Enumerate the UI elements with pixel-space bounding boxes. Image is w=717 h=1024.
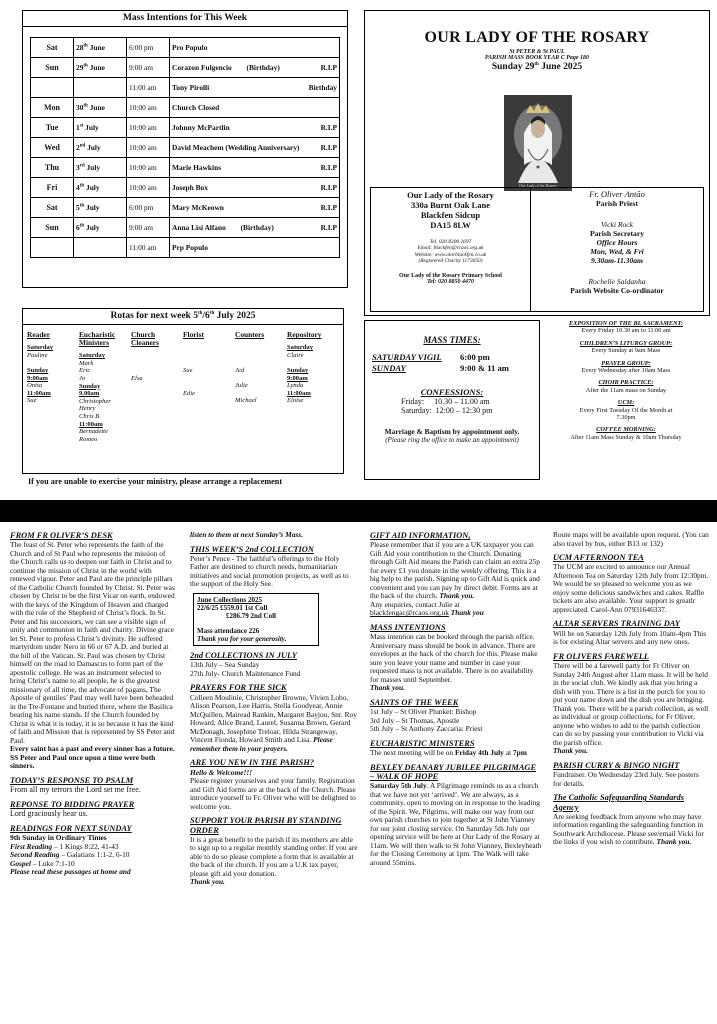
rota-column — [27, 331, 79, 443]
rota-column — [79, 331, 131, 443]
rota-column-head: Eucharistic Ministers — [79, 330, 116, 348]
gift-aid-text: Please remember that if you are a UK taxpayer you can Gift Aid your contribution to the Church. Donating through Gift Aid means the Parish can claim an extra 25p for every £1 you donate in the weekly offering. This is a big help to the parish. Signing up to Gift Aid is quick and convenient and you can pay by direct debit. Forms are at the back of the church. Thank you. — [370, 540, 540, 601]
sunday-time: 9:00 & 11 am — [460, 363, 509, 373]
rota-entry: Christopher — [79, 397, 111, 405]
event-title: CHOIR PRACTICE: — [598, 379, 654, 387]
intention-name: Tony Pirolli Birthday — [170, 78, 340, 98]
ucm-tea-title: UCM AFTERNOON TEA — [553, 553, 644, 562]
rota-entry — [27, 359, 79, 367]
our-lady-image — [504, 95, 572, 191]
priest-role: Parish Priest — [596, 199, 638, 208]
feast-subtitle: St PETER & St PAUL — [509, 49, 565, 55]
rota-entry: Onita — [27, 382, 43, 390]
school-telephone: Tel: 020 8850 4470 — [427, 279, 474, 286]
confessions-friday: Friday: 10.30 – 11.00 am — [401, 397, 490, 406]
column-1 — [10, 531, 176, 877]
intention-name: Joseph Box R.I.P — [170, 178, 340, 198]
collections-title: June Collections 2025 — [197, 595, 262, 604]
standing-order-title: SUPPORT YOUR PARISH BY STANDING ORDER — [190, 816, 342, 835]
event-detail: After the 11am mass on Sunday — [585, 386, 667, 394]
intention-row — [31, 118, 340, 138]
rota-entry — [235, 352, 287, 360]
rota-entry: Sunday — [27, 366, 49, 374]
address-line: Our Lady of the Rosary — [407, 190, 494, 200]
collections-second: £286.79 2nd Coll — [226, 611, 276, 620]
rota-entry: 9.00am — [79, 390, 100, 398]
intention-time: 10:00 am — [127, 138, 170, 158]
intention-date: 30th June — [74, 98, 127, 118]
intention-date: 2nd July — [74, 138, 127, 158]
intention-time: 10:00 am — [127, 158, 170, 178]
rota-entry: Sue — [27, 397, 37, 405]
rota-column-head: Florist — [183, 330, 204, 340]
altar-servers-text: Will be on Saturday 12th July from 10am-4pm This is for existing Altar servers and any new ones. — [553, 628, 707, 647]
priest-name: Fr. Oliver Antão — [589, 189, 645, 199]
collections-thanks: Thank you for your generosity. — [197, 634, 287, 643]
saturday-vigil-label: SATURDAY VIGIL — [372, 352, 442, 362]
intention-row — [31, 218, 340, 238]
readings-first: First Reading – 1 Kings 8:22, 41-43 — [10, 841, 119, 851]
saturday-vigil-time: 6:00 pm — [460, 352, 490, 362]
intention-row — [31, 58, 340, 78]
rota-entry — [235, 359, 287, 367]
intention-time: 9:00 am — [127, 218, 170, 238]
rota-entry — [183, 375, 235, 383]
event-title: PRAYER GROUP: — [601, 359, 651, 367]
rota-entry: Claire — [287, 351, 304, 359]
event-detail: 7.30pm — [616, 414, 636, 422]
second-collection-text: Peter’s Pence - The faithful’s offerings to the Holy Father are destined to church needs, humanitarian initiatives and social promotion projects, as well as to the support of the Holy See. — [190, 553, 349, 589]
intention-name: Pro Populo — [170, 38, 340, 58]
event-title: EXPOSITION OF THE BL SACRAMENT: — [569, 320, 683, 327]
rota-entry — [131, 367, 183, 375]
mass-times-title: MASS TIMES: — [423, 335, 481, 345]
address-line: Blackfen Sidcup — [420, 210, 481, 220]
fr-oliver-desk-bold: Every saint has a past and every sinner has a future. SS Peter and Paul once upon a time were both sinners. — [10, 744, 175, 771]
parish-telephone: Tel. 020 8300 2697 — [429, 239, 472, 245]
rota-note: If you are unable to exercise your ministry, please arrange a replacement — [28, 477, 283, 486]
intention-day — [31, 238, 74, 258]
intention-day: Tue — [31, 118, 74, 138]
mass-times-box — [364, 320, 540, 480]
intention-day: Sat — [31, 198, 74, 218]
rota-entry — [235, 390, 287, 398]
rota-columns — [23, 325, 343, 443]
secretary-name: Vicki Rock — [600, 220, 634, 229]
parish-header — [364, 10, 710, 316]
psalm-text: From all my terrors the Lord set me free. — [10, 785, 141, 795]
eucharistic-ministers-title: EUCHARISTIC MINISTERS — [370, 738, 475, 748]
rota-column-head: Counters — [235, 330, 265, 340]
rota-column — [235, 331, 287, 443]
rota-entry: Eric — [79, 367, 91, 375]
bidding-title: REPONSE TO BIDDING PRAYER — [10, 799, 135, 809]
rota-entry: Sue — [183, 366, 193, 374]
event-detail: After 11am Mass Sunday & 10am Thursday — [570, 433, 682, 441]
parish-info — [370, 187, 704, 312]
rota-entry: Sunday — [287, 366, 309, 374]
intention-time: 6:00 pm — [127, 198, 170, 218]
rota-entry: Pauline — [27, 351, 48, 359]
rota-entry — [183, 382, 235, 390]
mass-intentions-title: Mass Intentions for This Week — [23, 11, 347, 27]
event-detail: Every Friday 10.30 am to 11.00 am — [581, 327, 671, 335]
parish-address-block — [371, 188, 531, 311]
june-collections-box — [193, 593, 319, 646]
pilgrimage-text: Saturday 5th July. A Pilgrimage reminds us as a church that we have not yet ‘arrived’. We are always, as a community, open to moving on in response to the leading of the Spirit. We, Pilgrims, will make our way from our own parish churches to join together at St John Vianney for our joint closing service. On Saturday 5th July our opening service will be here at Our Lady of the Rosary at 11am. We will then walk to St John Vianney, Bexleyheath for the Closing Ceremony at 1pm. The Walk will take around 55mins. — [370, 781, 542, 867]
intention-row — [31, 78, 340, 98]
mass-book: PARISH MASS BOOK YEAR C Page 180 — [484, 55, 590, 61]
sick-prayers-title: PRAYERS FOR THE SICK — [190, 683, 287, 693]
safeguarding-title: The Catholic Safeguarding Standards Agency — [553, 793, 685, 812]
rota-entry: Romeo — [79, 435, 98, 443]
intention-date — [74, 238, 127, 258]
intention-row — [31, 38, 340, 58]
intention-row — [31, 158, 340, 178]
address-line: DA15 8LW — [430, 220, 471, 230]
eucharistic-ministers-text: The next meeting will be on Friday 4th July at 7pm — [370, 748, 527, 758]
intention-time: 10:00 am — [127, 98, 170, 118]
our-lady-illustration — [504, 95, 572, 191]
readings-gospel: Gospel – Luke 7:1-10 — [10, 858, 75, 868]
intention-time: 9:00 am — [127, 58, 170, 78]
new-parish-text: Please register yourselves and your family. Registration and Gift Aid forms are at the back of the Church. Please introduce yourself to Fr. Oliver who will be delighted to welcome you. — [190, 776, 356, 811]
pilgrimage-title: BEXLEY DEANARY JUBILEE PILGRIMAGE – WALK OF HOPE — [370, 762, 537, 782]
intention-name: Prp Populo — [170, 238, 340, 258]
collections-first: 22/6/25 £559.01 1st Coll — [197, 603, 268, 612]
rota-entry — [183, 344, 235, 352]
event-title: COFFEE MORNING: — [596, 426, 656, 434]
mass-intentions-box — [22, 10, 348, 288]
rota-box — [22, 308, 344, 474]
intention-date: 3rd July — [74, 158, 127, 178]
intention-name: Mary McKeown R.I.P — [170, 198, 340, 218]
route-maps: Route maps will be available upon request. (You can also travel by bus, either B13 or 132) — [553, 530, 709, 548]
rota-column-head: Reader — [27, 330, 50, 340]
new-parish-hello: Hello & Welcome!!! — [190, 767, 253, 777]
rota-entry: Saturday — [79, 352, 106, 360]
sunday-label: SUNDAY — [372, 363, 406, 373]
rota-entry: Jed — [235, 366, 245, 374]
intention-day: Sun — [31, 218, 74, 238]
intention-day: Wed — [31, 138, 74, 158]
address-line: 330a Burnt Oak Lane — [410, 200, 491, 210]
mass-intentions-table — [30, 37, 340, 258]
rota-entry: Mark — [79, 359, 94, 367]
rota-column-head: Church Cleaners — [131, 330, 159, 348]
sunday-row — [372, 363, 539, 373]
rota-entry: 11:00am — [287, 389, 311, 397]
event-detail: Every First Tuesday Of the Month at — [579, 406, 673, 414]
july-collections-title: 2nd COLLECTIONS IN JULY — [190, 650, 297, 660]
july-collection-2: 27th July- Church Maintenance Fund — [190, 668, 301, 678]
intention-row — [31, 138, 340, 158]
intention-date: 1st July — [74, 118, 127, 138]
intention-date — [74, 78, 127, 98]
rota-entry: 11:00am — [79, 420, 103, 428]
rota-entry: Jo — [79, 374, 86, 382]
readings-title: READINGS FOR NEXT SUNDAY — [10, 823, 132, 833]
gift-aid-enquiries: Any enquiries, contact Julie at — [370, 599, 460, 609]
sick-prayers-text: Colleen Moulinie, Christopher Browne, Vivien Lobo, Alison Pearson, Lee Harris, Stella Goodyear, Annie McQuillen, Mairead Rankin, Margaret Bayjou, Snr. Roy Howard, Alice Brand, Laurel, Susanna Brown, Gerard McDonagh, Josephine Treloar, Hilda Strangeway, Vincent Fionda, Howard Smith and Lisa. Please remember them in your prayers. — [190, 692, 357, 753]
marriage-baptism-note: (Please ring the office to make an appointment) — [385, 436, 519, 444]
farewell-thanks: Thank you. — [553, 746, 588, 756]
farewell-title: FR OLIVERS FAREWELL — [553, 651, 650, 661]
event-detail: Every Sunday at 9am Mass — [591, 347, 661, 355]
parish-events — [542, 320, 710, 441]
event-title: CHILDREN’S LITURGY GROUP: — [579, 339, 673, 347]
rota-entry — [131, 352, 183, 360]
rota-entry: Henry — [79, 405, 96, 413]
rota-entry — [183, 352, 235, 360]
rota-entry: Edie — [183, 389, 196, 397]
intention-date: 6th July — [74, 218, 127, 238]
charity-number: (Registered Charity 1173050) — [418, 258, 483, 265]
intention-day: Sat — [31, 38, 74, 58]
intention-date: 4th July — [74, 178, 127, 198]
rota-entry: Saturday — [27, 344, 54, 352]
rota-column — [131, 331, 183, 443]
intention-name: Johnny McPartlin R.I.P — [170, 118, 340, 138]
gift-aid-email[interactable]: blackfengac@rcaos.org.uk — [370, 608, 449, 618]
farewell-text: There will be a farewell party for Fr Oliver on Sunday 24th August after 11am mass. It will be held in the social club. We kindly ask that you bring a dish with you. There is a list in the porch for you to put your name down and the dish you are bringing. Thank you. There will be a parish collection, as well as individual or group collections, for Fr Oliver, anyone who wishes to add to the parish collection can do so by passing your contribution to Vicki via the parish office. — [553, 661, 709, 747]
marriage-baptism: Marriage & Baptism by appointment only. — [384, 427, 520, 436]
intention-time: 10:00 am — [127, 118, 170, 138]
mass-intentions-thanks: Thank you. — [370, 683, 405, 693]
gift-aid-title: GIFT AID INFORMATION, — [370, 531, 471, 540]
event-title: UCM: — [617, 399, 635, 407]
fr-oliver-desk-title: FROM FR OLIVER’S DESK — [10, 531, 113, 540]
intention-date: 5th July — [74, 198, 127, 218]
intention-day: Mon — [31, 98, 74, 118]
intention-day — [31, 78, 74, 98]
rota-entry: 9:00am — [27, 374, 48, 382]
mass-intentions-info-text: Mass intention can be booked through the parish office. Anniversary mass should be book in advance. There are envelopes at the back of the church for this. Please make sure you leave your name and number in case your requested mass is not available. There is no availability for masses until September. — [370, 632, 538, 684]
rota-entry: Chris B — [79, 412, 100, 420]
bulletin-date: Sunday 29th June 2025 — [491, 62, 583, 73]
curry-bingo-text: Fundraiser. On Wednesday 23rd July. See posters for details. — [553, 770, 699, 788]
fr-oliver-desk-text: The feast of St. Peter who represents the faith of the Church and of St Paul who represents the mission of the Church calls us to deepen our faith in Christ and to continue the mission of Christ in the world with renewed vigour. Peter and Paul are the principle pillars of the Catholic Church founded by Christ. St. Peter was chosen by Christ to be the first Vicar on earth, endowed with the keys of the Kingdom of Heaven and charged with the role of the Shepherd of Christ’s flock. In St. Peter and his successors, we can see a visible sign of unity and communion in faith and charity. Divine grace let St. Peter to profess Christ’s divinity. He suffered martyrdom under Nero in 66 or 67 A.D. and buried at the hill of the Vatican. St. Paul was chosen by Christ himself on the road to Damascus to form part of the apostolic college. He was an instrument selected to bring Christ’s name to all people, he is the greatest missionary of all time, the advocate of pagans, The Apostle of gentiles’ Paul may well have been beheaded in the Tre-Fontane and buried there, where the Basilica bearing his name stands. If the Church founded by Christ is what it is today, it is so because it has the kind of faith and Mission that is represented by SS Peter and Paul. — [10, 540, 175, 745]
rota-entry — [183, 359, 235, 367]
altar-servers-title: ALTAR SERVERS TRAINING DAY — [553, 619, 680, 629]
intention-row — [31, 238, 340, 258]
standing-order-text: It is a great benefit to the parish if its members are able to sign up to a regular monthly standing order. If you are able to do so please complete a form that is available at the back of the church. If you are a U.K tax payer, please gift aid your donation. — [190, 834, 358, 878]
rota-entry: Bernadette — [79, 428, 108, 436]
second-collection-title: THIS WEEK’S 2nd COLLECTION — [190, 544, 314, 554]
parish-website[interactable]: Website: www.olorblackfen.co.uk — [414, 251, 487, 258]
rota-entry — [235, 375, 287, 383]
mass-intentions-info-title: MASS INTENTIONS — [370, 622, 446, 632]
rota-entry — [287, 359, 339, 367]
intention-date: 29th June — [74, 58, 127, 78]
school-name: Our Lady of the Rosary Primary School — [399, 272, 502, 279]
rota-entry — [235, 344, 287, 352]
saints-title: SAINTS OF THE WEEK — [370, 697, 459, 707]
parish-staff-block — [531, 188, 703, 311]
saint-item: 1st July – St Oliver Plunket: Bishop — [370, 707, 477, 717]
rota-column-head: Repository — [287, 330, 322, 340]
rota-column — [183, 331, 235, 443]
column-4 — [553, 531, 709, 847]
readings-sunday: 9th Sunday in Ordinary Times — [10, 833, 107, 843]
rota-entry: Michael — [235, 397, 257, 405]
confessions-saturday: Saturday: 12:00 – 12:30 pm — [401, 406, 493, 415]
image-caption: Our Lady of the Rosary — [519, 183, 557, 188]
intention-name: Marie Hawkins R.I.P — [170, 158, 340, 178]
rota-title: Rotas for next week 5th/6th July 2025 — [23, 309, 343, 325]
rota-column — [287, 331, 339, 443]
rota-entry: Julie — [235, 382, 248, 390]
safeguarding-text: Are seeking feedback from anyone who may have information regarding the safeguarding function in Southwark Archdiocese. Please see/email Vicki for the links if you wish to contribute. Thank you. — [553, 811, 704, 847]
standing-order-thanks: Thank you. — [190, 877, 225, 887]
intention-name: Corazon Fulgencio (Birthday) R.I.P — [170, 58, 340, 78]
office-time: 9.30am-11.30am — [591, 256, 643, 265]
intention-day: Sun — [31, 58, 74, 78]
intention-date: 28th June — [74, 38, 127, 58]
intention-day: Thu — [31, 158, 74, 178]
rota-entry: Eloise — [287, 397, 304, 405]
saturday-vigil-row — [372, 352, 539, 362]
divider-bar — [0, 500, 717, 522]
event-detail: Every Wednesday after 10am Mass — [581, 367, 671, 375]
rota-entry: Sunday — [79, 382, 101, 390]
rota-entry: Elsa — [131, 374, 143, 382]
readings-note: Please read these passages at home and — [10, 867, 131, 877]
parish-title: OUR LADY OF THE ROSARY — [424, 29, 650, 46]
intention-time: 6:00 pm — [127, 38, 170, 58]
column-2 — [190, 531, 358, 887]
new-parish-title: ARE YOU NEW IN THE PARISH? — [190, 758, 315, 768]
intention-name: Anna Lisi Alfano (Birthday) R.I.P — [170, 218, 340, 238]
readings-note-cont: listen to them at next Sunday’s Mass. — [190, 530, 303, 539]
parish-email[interactable]: Email: blackfen@rcaos.org.uk — [417, 245, 484, 252]
july-collection-1: 13th July – Sea Sunday — [190, 660, 260, 670]
intention-time: 11:00 am — [127, 238, 170, 258]
office-hours-label: Office Hours — [596, 238, 638, 247]
web-coordinator-role: Parish Website Co-ordinator — [570, 286, 664, 295]
rota-entry: Saturday — [287, 344, 314, 352]
rota-entry: 9:00am — [287, 374, 308, 382]
intention-name: David Meachem (Wedding Anniversary) R.I.P — [170, 138, 340, 158]
confessions-title: CONFESSIONS: — [420, 387, 484, 397]
curry-bingo-title: PARISH CURRY & BINGO NIGHT — [553, 760, 680, 770]
saint-item: 5th July – St Anthony Zaccaria: Priest — [370, 724, 483, 734]
intention-day: Fri — [31, 178, 74, 198]
psalm-title: TODAY’S RESPONSE TO PSALM — [10, 775, 134, 785]
rota-entry — [131, 360, 183, 368]
secretary-role: Parish Secretary — [589, 229, 645, 238]
intention-row — [31, 198, 340, 218]
mass-attendance: Mass attendance 226 — [197, 626, 260, 635]
intention-row — [31, 98, 340, 118]
intention-row — [31, 178, 340, 198]
column-3 — [370, 531, 542, 867]
bidding-text: Lord graciously hear us. — [10, 809, 88, 819]
intention-time: 10:00 am — [127, 178, 170, 198]
ucm-tea-text: The UCM are excited to announce our Annual Afternoon Tea on Saturday 12th July from 12:30pm. We would be so pleased to welcome you as we enjoy some delicious sandwiches and cakes. Raffle tickets are also available. Your support is greatlr appreciated. Carol-Ann 07931646337. — [553, 562, 709, 614]
gift-aid-contact: blackfengac@rcaos.org.uk Thank you — [370, 608, 484, 618]
intention-name: Church Closed — [170, 98, 340, 118]
web-coordinator-name: Rochelle Saldanha — [588, 277, 646, 286]
readings-second: Second Reading – Galatians 1:1-2, 6-10 — [10, 850, 130, 860]
rota-entry: Lynda — [287, 382, 304, 390]
office-days: Mon, Wed, & Fri — [590, 247, 644, 256]
intention-time: 11:00 am — [127, 78, 170, 98]
saint-item: 3rd July – St Thomas, Apostle — [370, 715, 460, 725]
rota-entry: 11:00am — [27, 389, 51, 397]
